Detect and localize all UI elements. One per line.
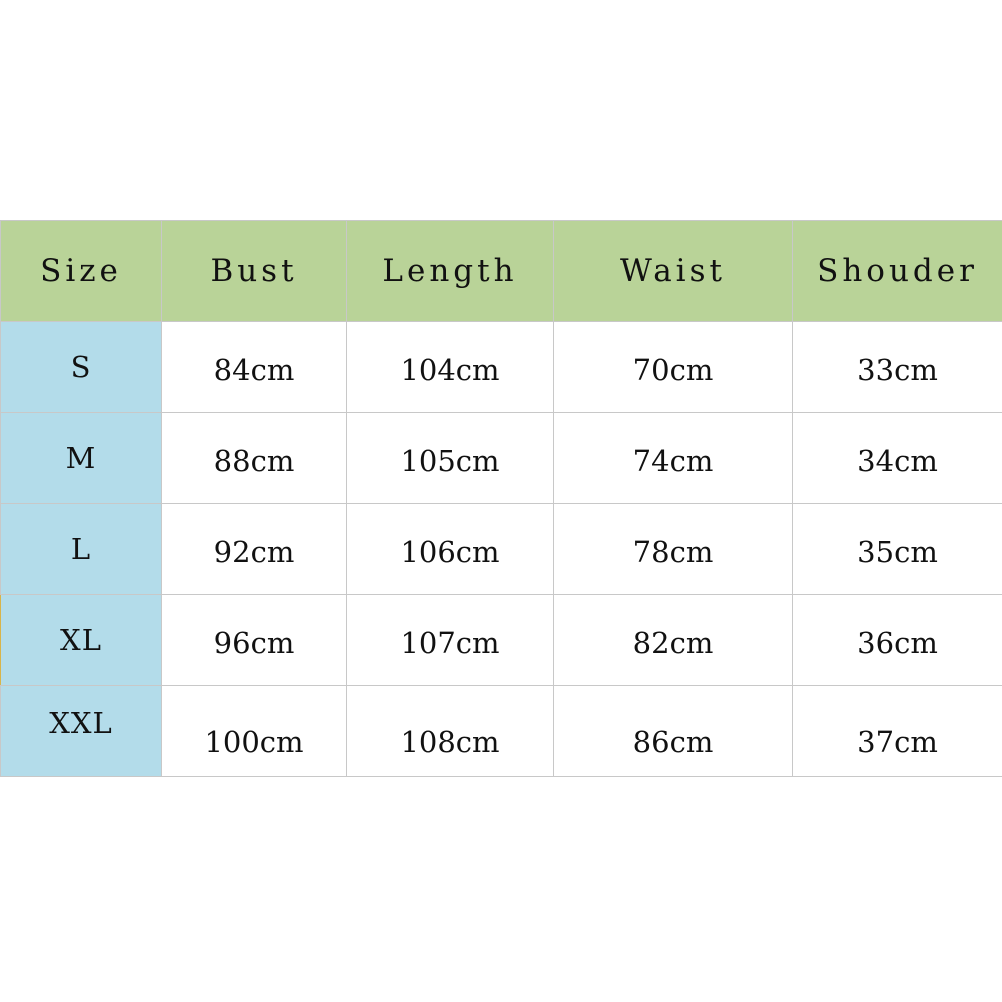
- header-row: [1, 221, 1002, 322]
- cell-waist: 74cm: [554, 413, 793, 504]
- cell-waist: 82cm: [554, 595, 793, 686]
- cell-shouder: 37cm: [793, 686, 1002, 777]
- table-header: [1, 221, 1002, 322]
- cell-bust: 88cm: [162, 413, 347, 504]
- table-row: [1, 322, 1002, 413]
- size-chart-table: [0, 220, 1002, 777]
- cell-shouder: 35cm: [793, 504, 1002, 595]
- table-body: [1, 322, 1002, 777]
- cell-size: M: [1, 413, 162, 504]
- header-cell-size: Size: [1, 221, 162, 322]
- cell-waist: 70cm: [554, 322, 793, 413]
- table-row: [1, 686, 1002, 777]
- header-cell-bust: Bust: [162, 221, 347, 322]
- cell-shouder: 36cm: [793, 595, 1002, 686]
- cell-waist: 78cm: [554, 504, 793, 595]
- cell-size: L: [1, 504, 162, 595]
- header-cell-shouder: Shouder: [793, 221, 1002, 322]
- cell-bust: 92cm: [162, 504, 347, 595]
- cell-length: 104cm: [347, 322, 554, 413]
- header-cell-waist: Waist: [554, 221, 793, 322]
- table-row: [1, 413, 1002, 504]
- cell-size: XL: [1, 595, 162, 686]
- table-row: [1, 595, 1002, 686]
- table-row: [1, 504, 1002, 595]
- cell-length: 107cm: [347, 595, 554, 686]
- size-chart-container: [0, 220, 1002, 777]
- cell-size: S: [1, 322, 162, 413]
- cell-waist: 86cm: [554, 686, 793, 777]
- header-cell-length: Length: [347, 221, 554, 322]
- cell-length: 108cm: [347, 686, 554, 777]
- cell-bust: 100cm: [162, 686, 347, 777]
- cell-length: 106cm: [347, 504, 554, 595]
- cell-shouder: 33cm: [793, 322, 1002, 413]
- cell-bust: 96cm: [162, 595, 347, 686]
- cell-bust: 84cm: [162, 322, 347, 413]
- cell-shouder: 34cm: [793, 413, 1002, 504]
- cell-length: 105cm: [347, 413, 554, 504]
- cell-size: XXL: [1, 686, 162, 777]
